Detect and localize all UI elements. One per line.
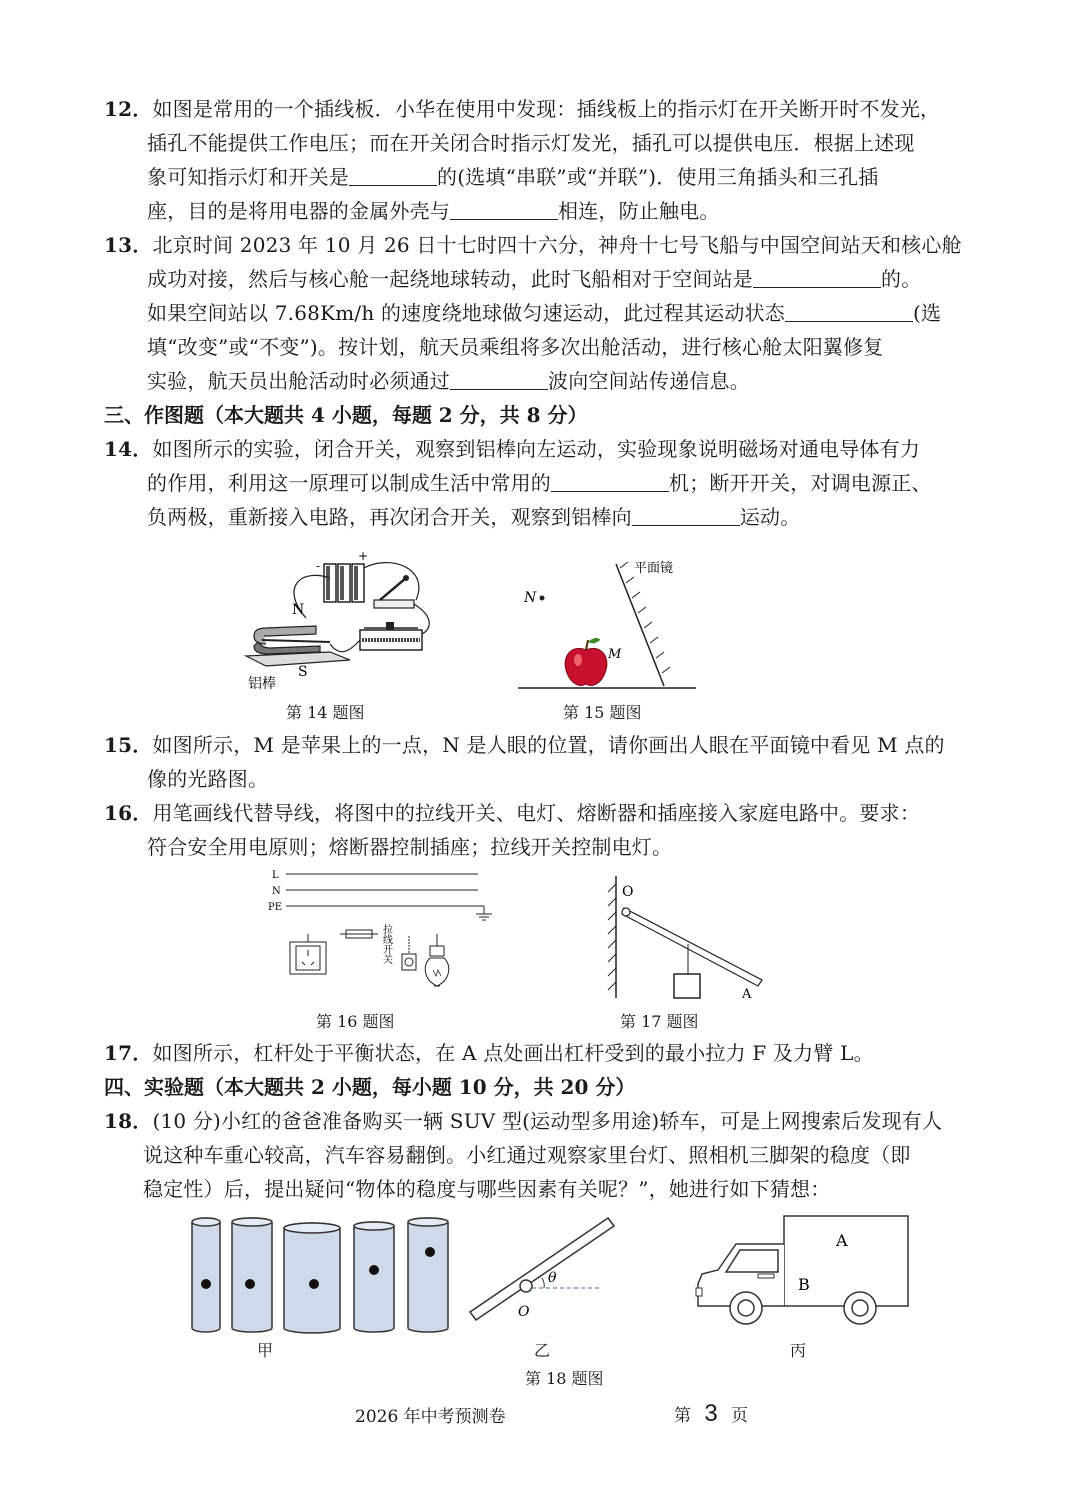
answer-blank[interactable] (349, 163, 437, 186)
q12-number: 12． (104, 97, 153, 121)
pull-switch-icon (402, 936, 416, 970)
q17-number: 17． (104, 1041, 153, 1065)
figure-18-label-bing: 丙 (790, 1341, 807, 1360)
svg-text:A: A (836, 1231, 848, 1250)
apple-icon (565, 638, 607, 685)
svg-text:N: N (292, 602, 305, 618)
q18-line1: 18．(10 分)小红的爸爸准备购买一辆 SUV 型(运动型多用途)轿车，可是上网搜索后发现有人 (104, 1109, 943, 1133)
magnet-icon (246, 626, 350, 666)
figure-15-mirror-apple (516, 556, 702, 696)
figure-18-label-jia: 甲 (257, 1341, 274, 1360)
fuse-icon (340, 930, 378, 938)
answer-blank[interactable] (450, 197, 558, 220)
svg-text:-: - (316, 559, 321, 573)
q18-number: 18． (104, 1109, 153, 1133)
answer-blank[interactable] (450, 367, 548, 390)
q12-line4: 座，目的是将用电器的金属外壳与 相连，防止触电。 (147, 199, 720, 223)
q16-number: 16． (104, 801, 153, 825)
answer-blank[interactable] (753, 265, 881, 288)
svg-text:拉线开关: 拉线开关 (380, 924, 392, 964)
figure-16-caption: 第 16 题图 (316, 1012, 395, 1031)
q14-line3: 负两极，重新接入电路，再次闭合开关，观察到铝棒向 运动。 (147, 505, 801, 529)
answer-blank[interactable] (785, 299, 913, 322)
q12-line2: 插孔不能提供工作电压；而在开关闭合时指示灯发光，插孔可以提供电压．根据上述现 (147, 131, 915, 155)
q14-line1: 14．如图所示的实验，闭合开关，观察到铝棒向左运动，实验现象说明磁场对通电导体有力 (104, 437, 921, 461)
q12-line1: 12．如图是常用的一个插线板．小华在使用中发现：插线板上的指示灯在开关断开时不发光， (104, 97, 941, 121)
q13-line5: 实验，航天员出舱活动时必须通过 波向空间站传递信息。 (147, 369, 750, 393)
section-3-heading: 三、作图题（本大题共 4 小题，每题 2 分，共 8 分） (104, 403, 588, 427)
svg-text:铝棒: 铝棒 (248, 676, 276, 692)
svg-text:平面镜: 平面镜 (634, 561, 674, 576)
q17-line1: 17．如图所示，杠杆处于平衡状态，在 A 点处画出杠杆受到的最小拉力 F 及力臂 L。 (104, 1041, 874, 1065)
figure-18-cylinders (188, 1214, 458, 1336)
q13-line2: 成功对接，然后与核心舱一起绕地球转动，此时飞船相对于空间站是 的。 (147, 267, 922, 291)
figure-14-caption: 第 14 题图 (286, 703, 365, 722)
rheostat-icon (360, 622, 422, 650)
figure-17-caption: 第 17 题图 (620, 1012, 699, 1031)
light-bulb-icon (425, 934, 448, 986)
figure-16-home-circuit (266, 866, 496, 1006)
q12-line3: 象可知指示灯和开关是 的(选填“串联”或“并联”)．使用三角插头和三孔插 (147, 165, 879, 189)
switch-icon (374, 575, 414, 608)
page-number: 第 3 页 (674, 1400, 749, 1427)
q14-line2: 的作用，利用这一原理可以制成生活中常用的 机；断开开关，对调电源正、 (147, 471, 932, 495)
svg-text:O: O (518, 1304, 530, 1320)
q15-number: 15． (104, 733, 153, 757)
answer-blank[interactable] (632, 503, 740, 526)
q13-number: 13． (104, 233, 153, 257)
figure-15-caption: 第 15 题图 (563, 703, 642, 722)
socket-icon (290, 934, 326, 974)
answer-blank[interactable] (551, 469, 669, 492)
svg-text:PE: PE (268, 902, 283, 913)
svg-text:N: N (524, 590, 537, 606)
section-4-heading: 四、实验题（本大题共 2 小题，每小题 10 分，共 20 分） (104, 1075, 636, 1099)
svg-text:N: N (272, 886, 281, 897)
battery-icon (324, 564, 364, 602)
svg-text:+: + (358, 549, 369, 563)
svg-text:O: O (622, 884, 634, 900)
svg-text:θ: θ (548, 1270, 557, 1286)
q15-line2: 像的光路图。 (147, 767, 269, 791)
q13-line1: 13．北京时间 2023 年 10 月 26 日十七时四十六分，神舟十七号飞船与中国空间站天和核心舱 (104, 233, 962, 257)
figure-18-label-yi: 乙 (534, 1341, 551, 1360)
footer-title: 2026 年中考预测卷 (355, 1407, 506, 1427)
svg-text:L: L (272, 870, 279, 881)
figure-18-truck (694, 1212, 914, 1332)
figure-17-lever (606, 872, 770, 1004)
q18-line3: 稳定性）后，提出疑问“物体的稳度与哪些因素有关呢？”，她进行如下猜想： (143, 1177, 831, 1201)
svg-text:B: B (798, 1275, 810, 1294)
q16-line2: 符合安全用电原则；熔断器控制插座；拉线开关控制电灯。 (147, 835, 673, 859)
q13-line4: 填“改变”或“不变”)。按计划，航天员乘组将多次出舱活动，进行核心舱太阳翼修复 (147, 335, 884, 359)
q16-line1: 16．用笔画线代替导线，将图中的拉线开关、电灯、熔断器和插座接入家庭电路中。要求： (104, 801, 921, 825)
q18-line2: 说这种车重心较高，汽车容易翻倒。小红通过观察家里台灯、照相机三脚架的稳度（即 (143, 1143, 911, 1167)
svg-text:S: S (298, 664, 308, 680)
weight-block (674, 974, 700, 998)
figure-18-caption: 第 18 题图 (525, 1369, 604, 1388)
figure-18-incline (468, 1216, 618, 1326)
svg-text:A: A (742, 987, 752, 1002)
q13-line3: 如果空间站以 7.68Km/h 的速度绕地球做匀速运动，此过程其运动状态 (选 (147, 301, 942, 325)
q14-number: 14． (104, 437, 153, 461)
figure-14-motor-experiment (240, 548, 440, 698)
q15-line1: 15．如图所示，M 是苹果上的一点，N 是人眼的位置，请你画出人眼在平面镜中看见 M 点的 (104, 733, 945, 757)
svg-text:M: M (608, 647, 622, 662)
ground-icon (476, 906, 492, 920)
